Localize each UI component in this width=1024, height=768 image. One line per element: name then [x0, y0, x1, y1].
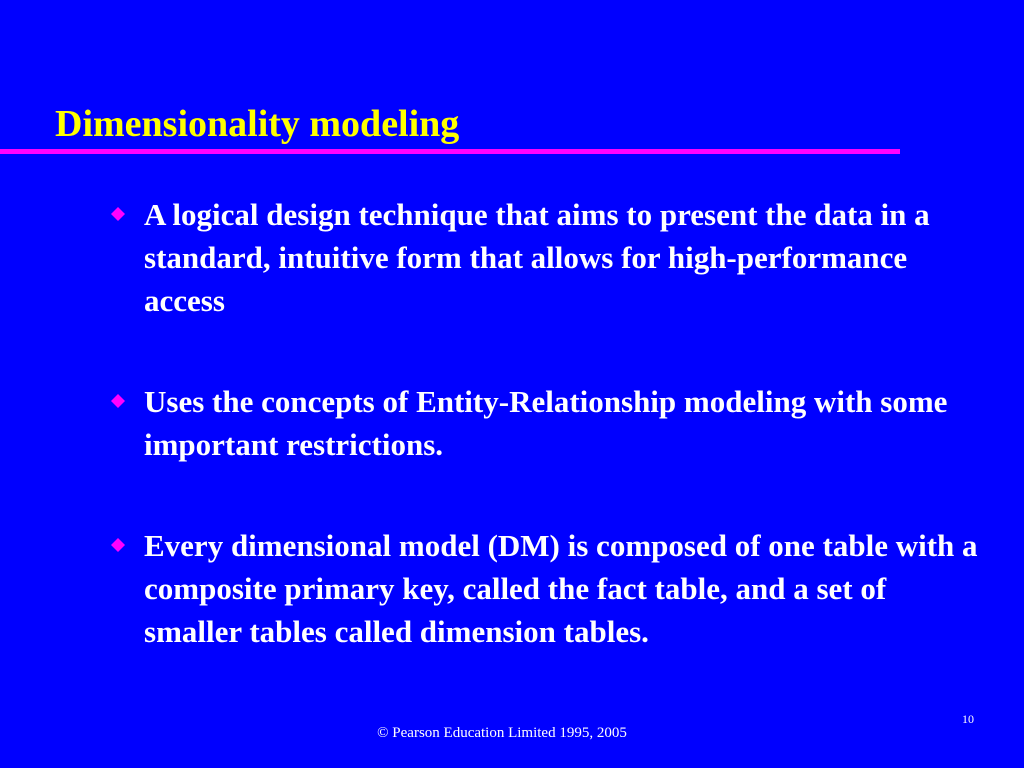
title-underline-rule [0, 149, 900, 154]
bullet-text: A logical design technique that aims to present the data in a standard, intuitive form that allows for high-performance access [144, 197, 930, 318]
bullet-item [110, 524, 990, 653]
diamond-bullet-icon [111, 394, 125, 408]
bullet-text: Every dimensional model (DM) is composed of one table with a composite primary key, called the fact table, and a set of smaller tables called dimension tables. [144, 528, 978, 649]
page-number: 10 [962, 712, 974, 726]
diamond-bullet-icon [111, 207, 125, 221]
diamond-bullet-icon [111, 538, 125, 552]
footer-copyright: © Pearson Education Limited 1995, 2005 [377, 725, 627, 741]
bullet-item [110, 193, 990, 322]
slide-title: Dimensionality modeling [55, 103, 460, 145]
bullet-item [110, 380, 990, 466]
bullet-text: Uses the concepts of Entity-Relationship modeling with some important restrictions. [144, 384, 948, 462]
bullet-list [110, 193, 990, 653]
